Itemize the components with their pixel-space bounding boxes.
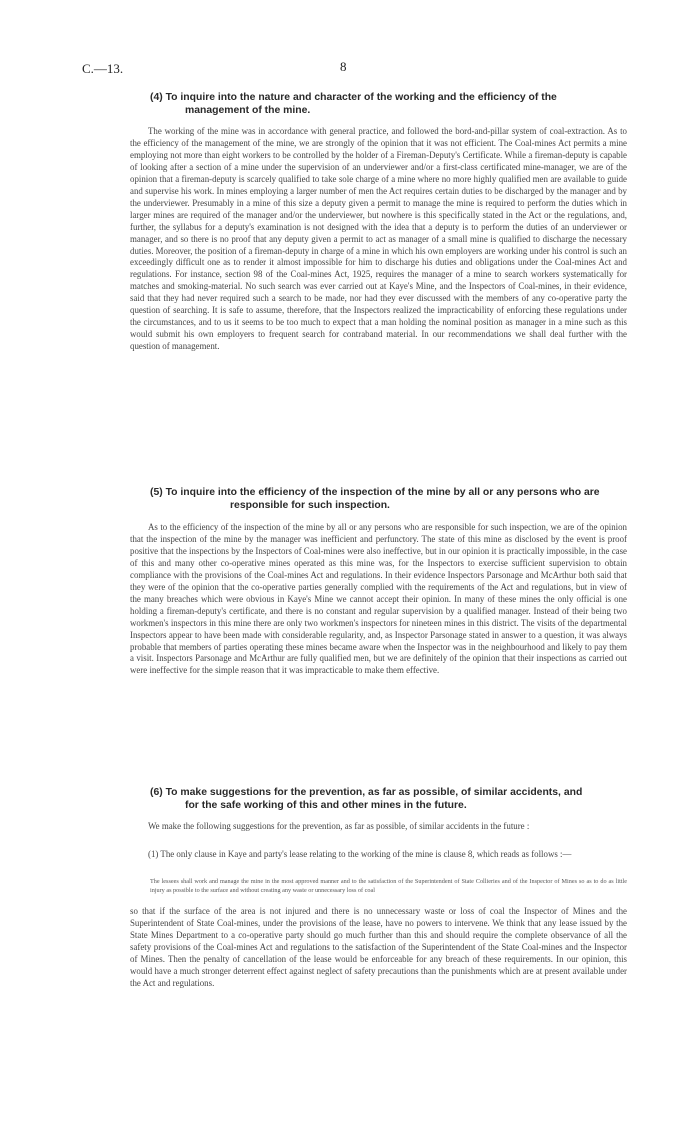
lease-clause-quote: The lessees shall work and manage the mine in the most approved manner and to the satisfaction of the Superintendent of State Collieries and of the Inspector of Mines so as to do as little injury as possible to the surface and without creating any waste or unnecessary loss of coal xyxy=(150,878,627,894)
section-5-heading-line-1: (5) To inquire into the efficiency of the inspection of the mine by all or any persons who are xyxy=(150,487,600,498)
page-number: 8 xyxy=(340,59,347,74)
section-5-heading xyxy=(150,487,645,512)
section-6-after-quote-paragraph: so that if the surface of the area is not injured and there is no unnecessary waste or loss of coal the Inspector of Mines and the Superintendent of State Coal-mines, under the provisions of the lease, have no powers to intervene. We think that any lease issued by the State Mines Department to a co-operative party should go much further than this and should require the complete observance of all the safety provisions of the Coal-mines Act and regulations to the satisfaction of the Superintendent of the State Coal-mines and the Inspector of Mines. Then the penalty of cancellation of the lease would be enforceable for any breach of these requirements. In our opinion, this would have a much stronger deterrent effect against neglect of safety precautions than the punishments which are at present available under the Act and regulations. xyxy=(130,906,627,988)
section-4-paragraph: The working of the mine was in accordance with general practice, and followed the bord-and-pillar system of coal-extraction. As to the efficiency of the management of the mine, we are strongly of the opinion that it was not efficient. The Coal-mines Act permits a mine employing not more than eight workers to be controlled by the holder of a Fireman-Deputy's Certificate. While a fireman-deputy is capable of looking after a section of a mine under the supervision of an underviewer and/or a first-class certificated mine-manager, we are of the opinion that a fireman-deputy is scarcely qualified to take sole charge of a mine where no more highly qualified men are available to guide and supervise his work. In mines employing a larger number of men the Act requires certain duties to be discharged by the manager and by the underviewer. Presumably in a mine of this size a deputy given a permit to manage the mine is required to perform the duties which in larger mines are required of the manager and/or the underviewer, but nowhere is this specifically stated in the Act or the regulations, and, further, the syllabus for a deputy's examination is not designed with the idea that a deputy is to perform the duties of an underviewer or manager, and so there is no proof that any deputy given a permit to act as manager of a small mine is qualified to discharge the necessary duties. Moreover, the position of a fireman-deputy in charge of a mine in which his own employers are working under his control is such an exceedingly difficult one as to render it almost impossible for him to discharge his duties and obligations under the Coal-mines Act and regulations. For instance, section 98 of the Coal-mines Act, 1925, requires the manager of a mine to search workers systematically for matches and smoking-material. No such search was ever carried out at Kaye's Mine, and the Inspectors of Coal-mines, in their evidence, said that they had never required such a search to be made, nor had they ever discussed with the members of any co-operative party the question of searching. It is safe to assume, therefore, that the Inspectors realized the impracticability of enforcing these regulations under the circumstances, and to us it seems to be too much to expect that a man holding the nominal position as manager in a mine such as this would submit his own employers to frequent search for contraband material. In our recommendations we shall deal further with the question of management. xyxy=(130,126,627,352)
section-4-heading-line-1: (4) To inquire into the nature and character of the working and the efficiency of the xyxy=(150,92,557,103)
document-reference: C.—13. xyxy=(82,61,124,76)
section-5-paragraph: As to the efficiency of the inspection of the mine by all or any persons who are responsible for such inspection, we are of the opinion that the inspection of the mine by the manager was inefficient and perfunctory. The state of this mine as disclosed by the event is proof positive that the inspections by the Inspectors of Coal-mines were also ineffective, but in our opinion it is practically impossible, in the case of this and many other co-operative mines operated as this mine was, for the Inspectors to exercise sufficient supervision to obtain compliance with the provisions of the Coal-mines Act and regulations. In their evidence Inspectors Parsonage and McArthur both said that they were of the opinion that the co-operative parties generally complied with the requirements of the Act and regulations, but in view of the many breaches which were obvious in Kaye's Mine we cannot accept their opinion. In many of these mines the only official is one holding a fireman-deputy's certificate, and there is no constant and regular supervision by a qualified manager. Instead of their being two workmen's inspectors in this mine there are only two workmen's inspectors for nineteen mines in this district. The visits of the departmental Inspectors appear to have been made with considerable regularity, and, as Inspector Parsonage stated in answer to a question, it was always probable that members of parties operating these mines became aware when the Inspector was in the neighbourhood and likely to pay them a visit. Inspectors Parsonage and McArthur are fully qualified men, but we are definitely of the opinion that their inspections as carried out were ineffective for the simple reason that it was impracticable to make them effective. xyxy=(130,522,627,676)
section-6-intro-paragraph: We make the following suggestions for the prevention, as far as possible, of similar accidents in the future : xyxy=(148,821,530,831)
section-6-heading-line-1: (6) To make suggestions for the prevention, as far as possible, of similar accidents, and xyxy=(150,787,583,798)
section-4-heading-line-2: management of the mine. xyxy=(185,104,311,116)
section-6-heading xyxy=(150,787,645,812)
section-5-heading-line-2: responsible for such inspection. xyxy=(230,499,390,511)
section-4-heading xyxy=(150,92,645,117)
section-6-heading-line-2: for the safe working of this and other mines in the future. xyxy=(185,799,467,811)
section-6-clause-paragraph: (1) The only clause in Kaye and party's lease relating to the working of the mine is clause 8, which reads as follows :— xyxy=(148,849,572,859)
